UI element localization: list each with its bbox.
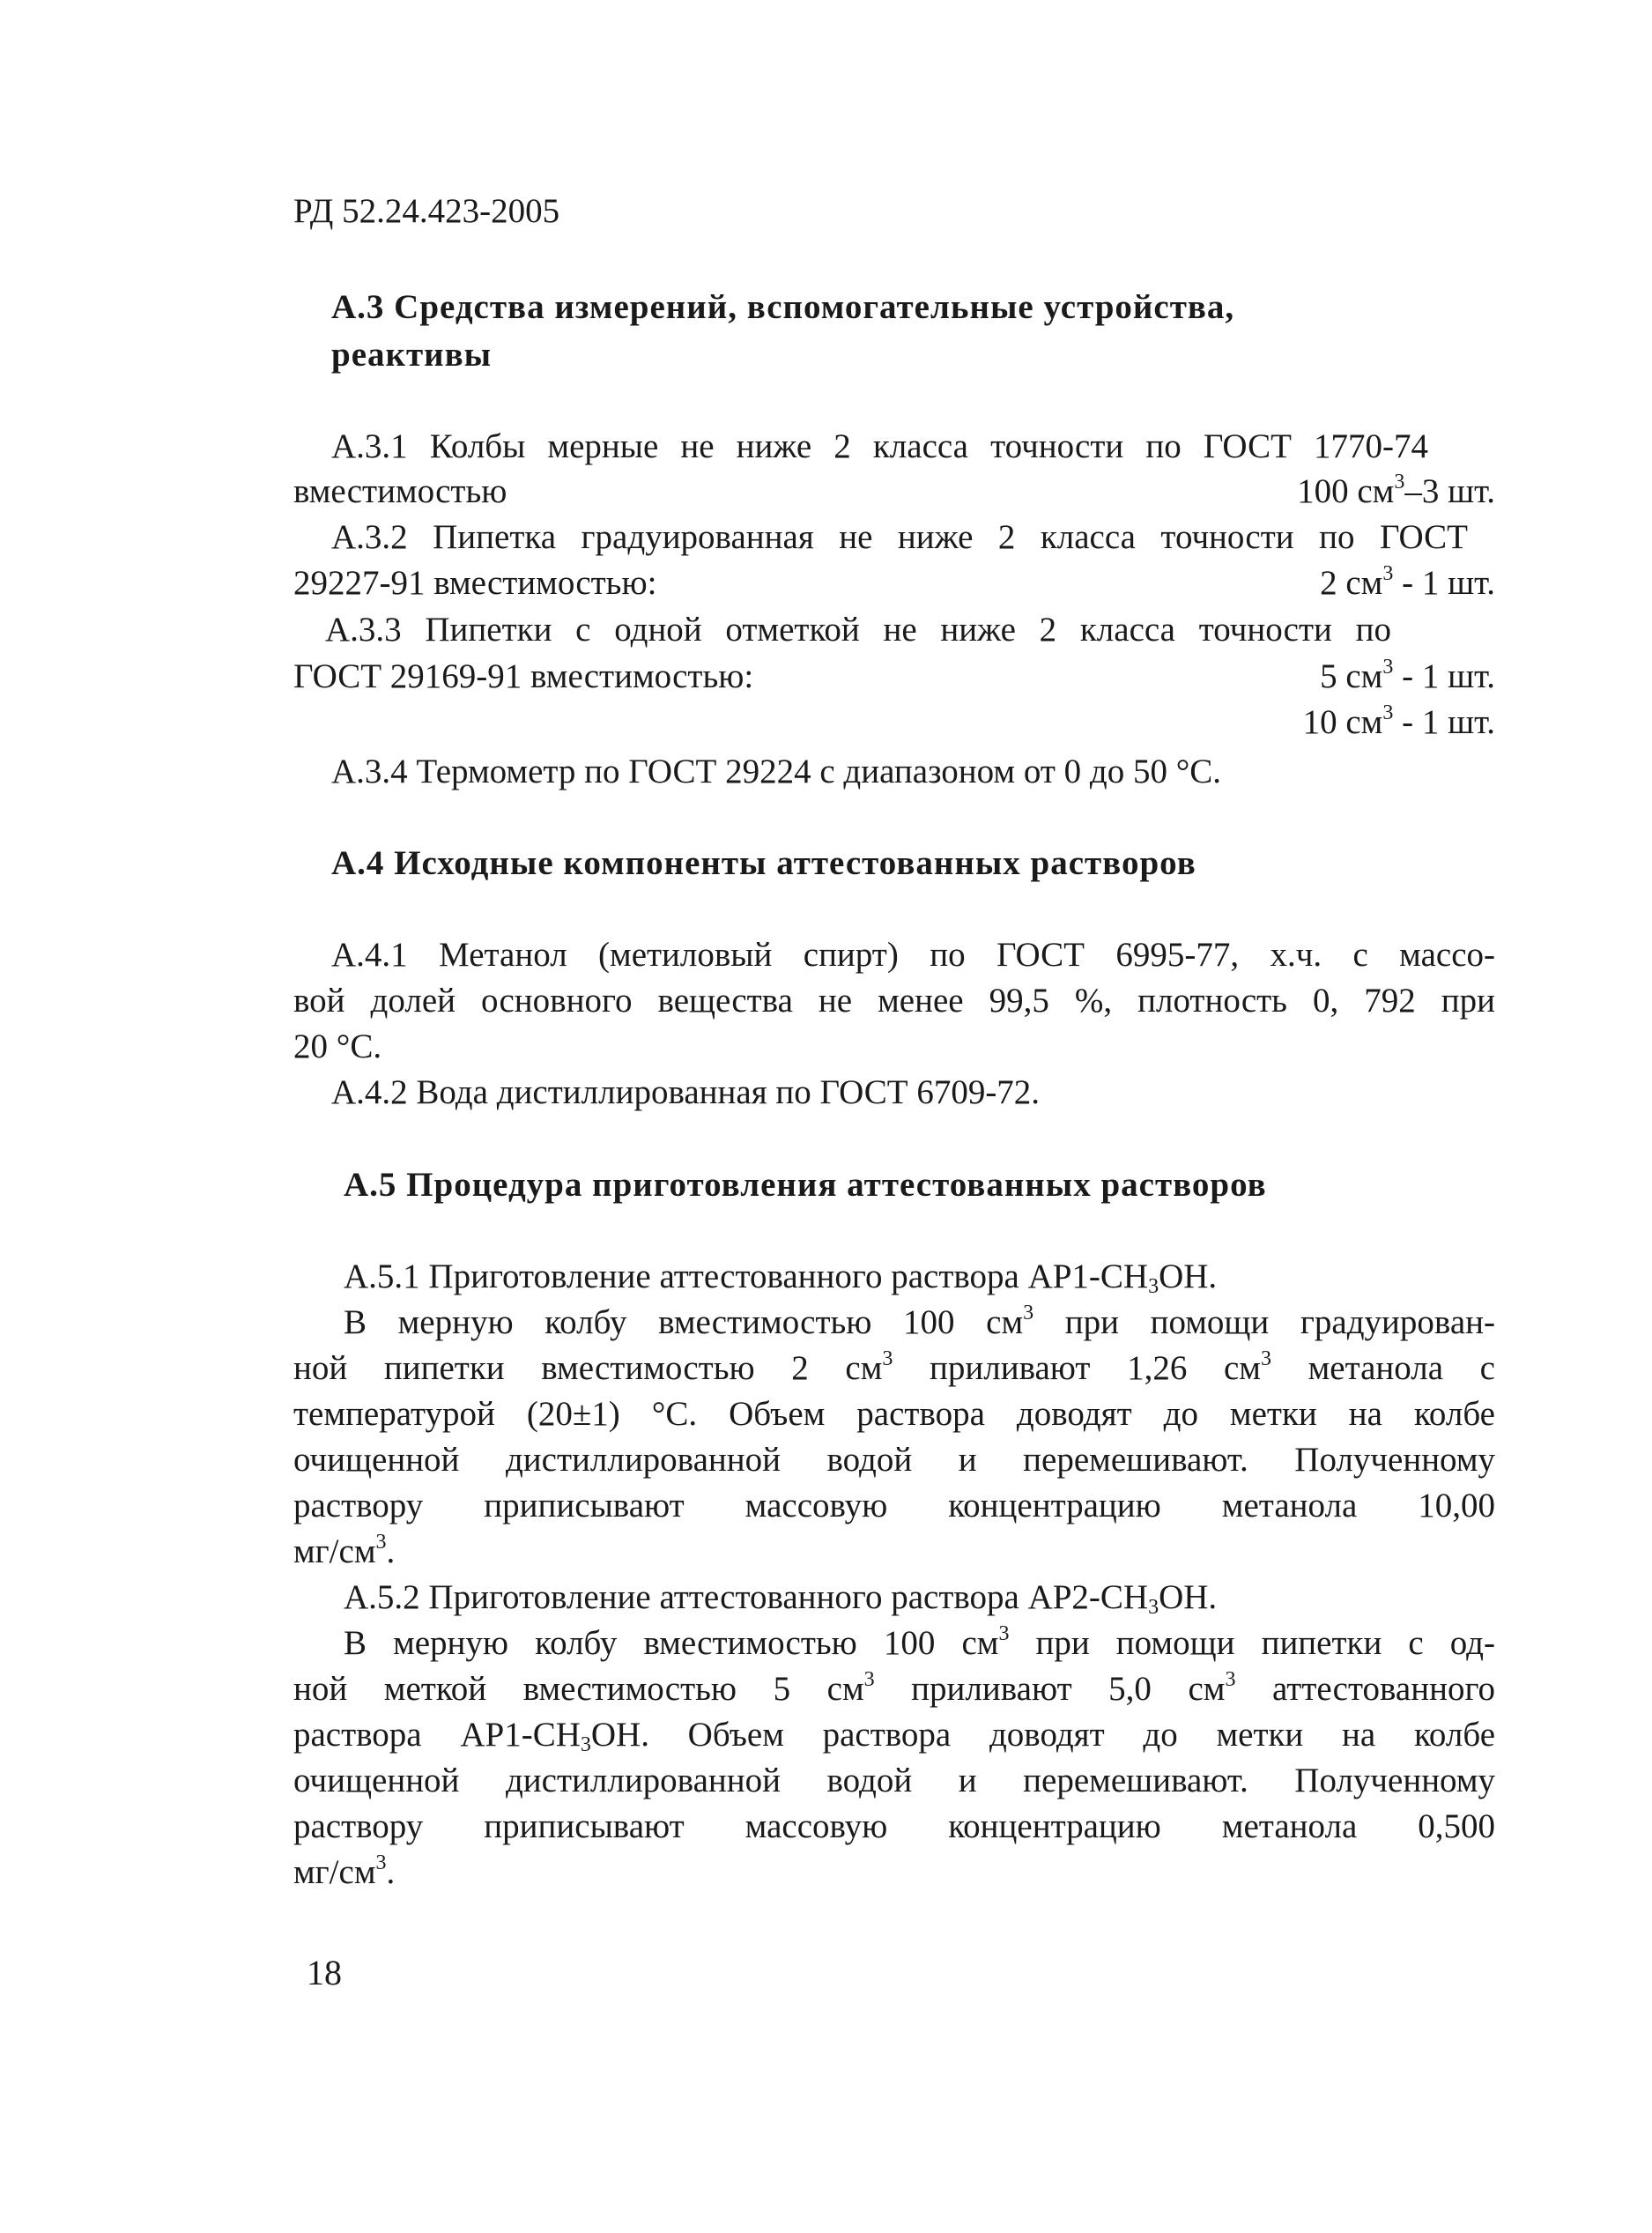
section-a5-title: А.5 Процедура приготовления аттестованных растворов — [344, 1166, 1267, 1204]
item-a32-line1: А.3.2 Пипетка градуированная не ниже 2 класса точности по ГОСТ — [331, 518, 1468, 556]
item-a41-line2: вой долей основного вещества не менее 99,5 %, плотность 0, 792 при — [293, 982, 1495, 1020]
para2-line6: $мг/см^3$. — [293, 1851, 396, 1891]
item-a41-line3: 20 °С. — [293, 1027, 382, 1065]
section-a3-title-line2: реактивы — [331, 336, 493, 374]
document-number: РД 52.24.423-2005 — [293, 192, 560, 230]
para2-line5: раствору приписывают массовую концентрацию метанола 0,500 — [293, 1807, 1495, 1845]
para1-line2: ной пипетки вместимостью 2 $см^3$ приливают 1,26 $см^3$ метанола с — [293, 1347, 1495, 1387]
item-a31-line1: А.3.1 Колбы мерные не ниже 2 класса точности по ГОСТ 1770-74 — [331, 427, 1428, 465]
section-a4-title: А.4 Исходные компоненты аттестованных растворов — [331, 844, 1196, 882]
section-a3-title-line1: А.3 Средства измерений, вспомогательные устройства, — [331, 288, 1235, 326]
item-a51-heading: А.5.1 Приготовление аттестованного раствора $АР1-СН_3ОН$. — [344, 1257, 1218, 1298]
para2-line1: В мерную колбу вместимостью 100 $см^3$ при помощи пипетки с од- — [344, 1622, 1495, 1662]
item-a31-line2-left: вместимостью — [293, 472, 507, 510]
para2-line4: очищенной дистиллированной водой и перемешивают. Полученному — [293, 1762, 1495, 1799]
item-a41-line1: А.4.1 Метанол (метиловый спирт) по ГОСТ 6995-77, х.ч. с массо- — [331, 936, 1495, 974]
item-a33-quantity-2: 10 $см^3 - 1$ шт. — [1302, 701, 1495, 741]
item-a32-line2-left: 29227-91 вместимостью: — [293, 564, 657, 602]
item-a31-quantity: 100 $см^3-3$ шт. — [1297, 471, 1495, 510]
para1-line4: очищенной дистиллированной водой и перемешивают. Полученному — [293, 1441, 1495, 1479]
item-a32-quantity: 2 $см^3 - 1$ шт. — [1320, 562, 1495, 602]
item-a42: А.4.2 Вода дистиллированная по ГОСТ 6709-72. — [331, 1073, 1041, 1111]
para1-line1: В мерную колбу вместимостью 100 $см^3$ при помощи градуирован- — [344, 1302, 1495, 1341]
para1-line5: раствору приписывают массовую концентрацию метанола 10,00 — [293, 1487, 1495, 1525]
para1-line6: $мг/см^3$. — [293, 1531, 396, 1570]
item-a33-line1: А.3.3 Пипетки с одной отметкой не ниже 2 класса точности по — [325, 611, 1391, 649]
para1-line3: температурой (20±1) °С. Объем раствора доводят до метки на колбе — [293, 1395, 1495, 1433]
page-number: 18 — [307, 1953, 342, 1992]
para2-line3: раствора $АР1-СН_3ОН$. Объем раствора доводят до метки на колбе — [293, 1716, 1496, 1756]
item-a52-heading: А.5.2 Приготовление аттестованного раствора $АР2-СН_3ОН$. — [344, 1578, 1218, 1619]
item-a33-quantity-1: 5 $см^3 - 1$ шт. — [1320, 656, 1495, 695]
para2-line2: ной меткой вместимостью 5 $см^3$ приливают 5,0 $см^3$ аттестованного — [293, 1668, 1495, 1708]
item-a34: А.3.4 Термометр по ГОСТ 29224 с диапазоном от 0 до 50 °С. — [331, 753, 1222, 790]
item-a33-line2-left: ГОСТ 29169-91 вместимостью: — [293, 657, 754, 695]
